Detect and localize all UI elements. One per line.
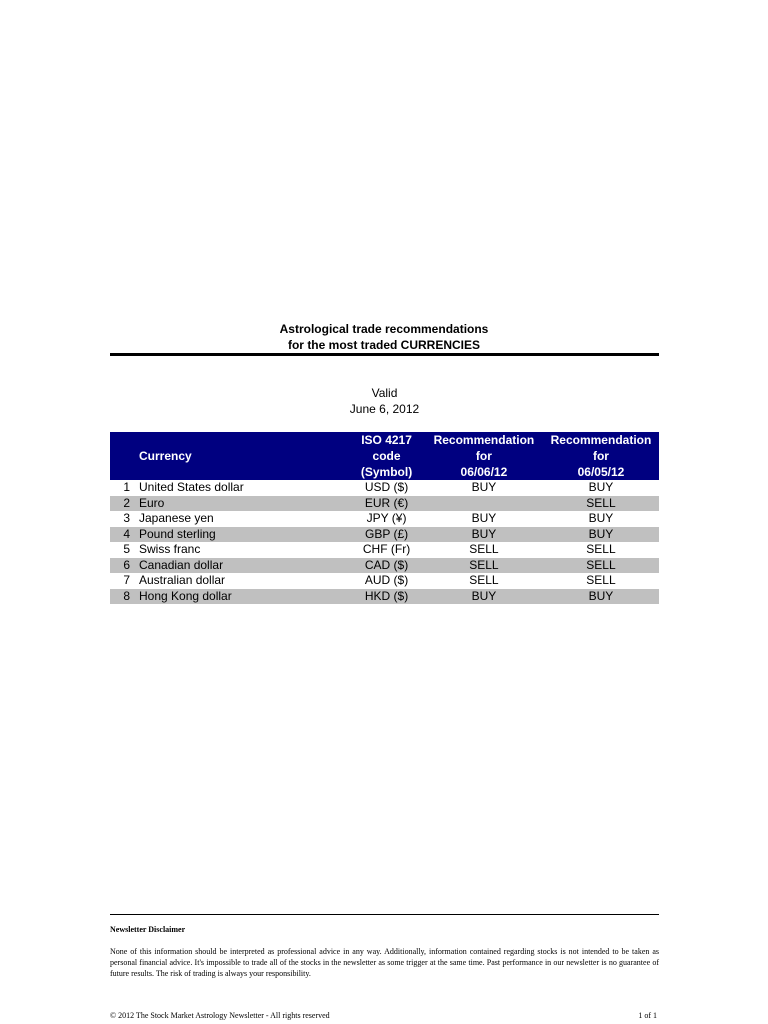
currency-name: United States dollar: [139, 480, 244, 495]
validity-block: [110, 385, 659, 417]
table-row: [110, 480, 659, 496]
currency-name: Pound sterling: [139, 527, 348, 543]
row-number: 6: [110, 558, 139, 574]
currency-code: GBP (£): [348, 527, 425, 543]
currency-code: CAD ($): [348, 558, 425, 574]
currency-code: USD ($): [364, 480, 409, 495]
rec-0606: BUY: [471, 511, 497, 526]
table-row: [110, 589, 659, 605]
disclaimer-body: None of this information should be interpreted as professional advice in any way. Additionally, information contained regarding stocks is not intended to be taken as personal financial advice. It's impossible to trade all of the stocks in the newsletter as some trigger at the same time. Past performance in our newsletter is no guarantee of future results. The risk of trading is always your responsibility.: [110, 947, 659, 978]
rec-0606: BUY: [425, 527, 543, 543]
table-row: [110, 527, 659, 543]
currency-code: EUR (€): [348, 496, 425, 512]
document-title: [110, 321, 658, 353]
page-number: 1 of 1: [638, 1011, 657, 1020]
rec-0605: BUY: [588, 511, 614, 526]
row-number: 7: [123, 573, 130, 588]
valid-date: June 6, 2012: [349, 402, 420, 416]
currency-code: HKD ($): [348, 589, 425, 605]
rec-0606: BUY: [425, 589, 543, 605]
row-number: 8: [110, 589, 139, 605]
currency-code: AUD ($): [364, 573, 409, 588]
rec-0605: BUY: [543, 527, 659, 543]
valid-label: Valid: [371, 386, 398, 400]
rec-0605: BUY: [543, 589, 659, 605]
currency-name: Euro: [139, 496, 348, 512]
title-divider: [110, 353, 659, 356]
title-line-1: Astrological trade recommendations: [279, 322, 489, 336]
row-number: 3: [123, 511, 130, 526]
header-rec-0605: Recommendation for 06/05/12: [543, 432, 659, 480]
currency-code: JPY (¥): [366, 511, 407, 526]
header-rec-0606: Recommendation for 06/06/12: [425, 432, 543, 480]
currency-name: Hong Kong dollar: [139, 589, 348, 605]
rec-0605: SELL: [586, 573, 616, 588]
rec-0605: BUY: [588, 480, 614, 495]
rec-0606: SELL: [469, 542, 499, 557]
rec-0605: SELL: [586, 542, 616, 557]
currency-name: Canadian dollar: [139, 558, 348, 574]
copyright-notice: © 2012 The Stock Market Astrology Newsletter - All rights reserved: [110, 1011, 330, 1020]
rec-0606: BUY: [471, 480, 497, 495]
currency-name: Japanese yen: [139, 511, 214, 526]
table-row: [110, 511, 659, 527]
rec-0606: [425, 496, 543, 512]
row-number: 5: [123, 542, 130, 557]
rec-0606: SELL: [469, 573, 499, 588]
header-currency: Currency: [139, 432, 348, 480]
table-row: [110, 573, 659, 589]
currency-name: Australian dollar: [139, 573, 226, 588]
currency-table: [110, 432, 659, 604]
rec-0605: SELL: [543, 558, 659, 574]
table-header-row: [110, 432, 659, 480]
rec-0606: SELL: [425, 558, 543, 574]
disclaimer-title: Newsletter Disclaimer: [110, 925, 186, 934]
table-row: [110, 558, 659, 574]
table-row: [110, 496, 659, 512]
table-row: [110, 542, 659, 558]
title-line-2: for the most traded CURRENCIES: [287, 338, 481, 352]
row-number: 1: [123, 480, 130, 495]
row-number: 4: [110, 527, 139, 543]
row-number: 2: [110, 496, 139, 512]
header-iso-code: ISO 4217 code (Symbol): [348, 432, 425, 480]
footer-divider: [110, 914, 659, 915]
header-num: [110, 432, 139, 480]
currency-code: CHF (Fr): [362, 542, 411, 557]
rec-0605: SELL: [543, 496, 659, 512]
currency-name: Swiss franc: [139, 542, 201, 557]
